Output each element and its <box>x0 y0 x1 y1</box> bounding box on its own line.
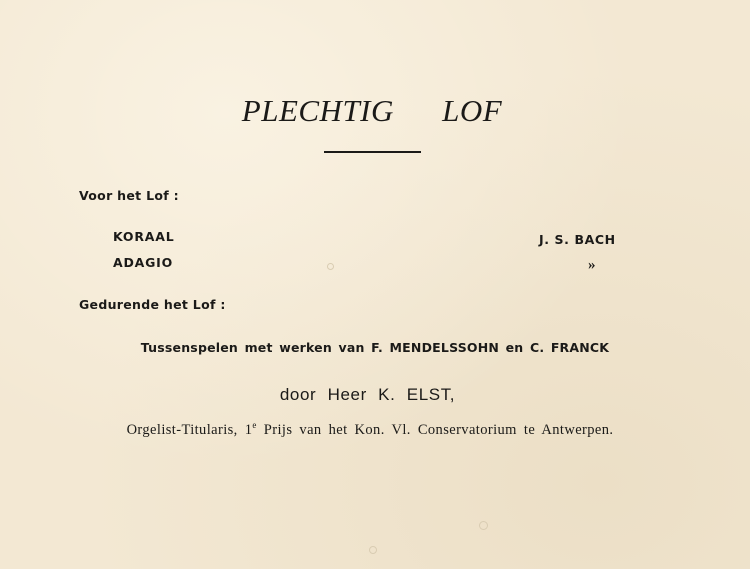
credentials-line <box>0 420 740 439</box>
section-heading-during: Gedurende het Lof : <box>79 297 226 312</box>
title-divider <box>324 151 421 153</box>
paper-speck <box>327 263 334 270</box>
paper-speck <box>479 521 488 530</box>
program-composer-bach: J. S. BACH <box>539 232 616 247</box>
paper-speck <box>369 546 377 554</box>
credentials-suffix: Prijs van het Kon. Vl. Conservatorium te Antwerpen. <box>256 421 614 438</box>
interludes-line: Tussenspelen met werken van F. MENDELSSOHN en C. FRANCK <box>140 340 610 355</box>
ditto-mark: » <box>588 257 596 273</box>
section-heading-before: Voor het Lof : <box>79 188 179 203</box>
performer-line: door Heer K. ELST, <box>279 385 456 404</box>
program-piece-adagio: ADAGIO <box>113 255 174 270</box>
credentials-superscript: e <box>252 420 257 430</box>
credentials-prefix: Orgelist-Titularis, 1 <box>126 421 253 438</box>
page-title: PLECHTIG LOF <box>241 93 503 128</box>
program-piece-koraal: KORAAL <box>113 229 175 244</box>
